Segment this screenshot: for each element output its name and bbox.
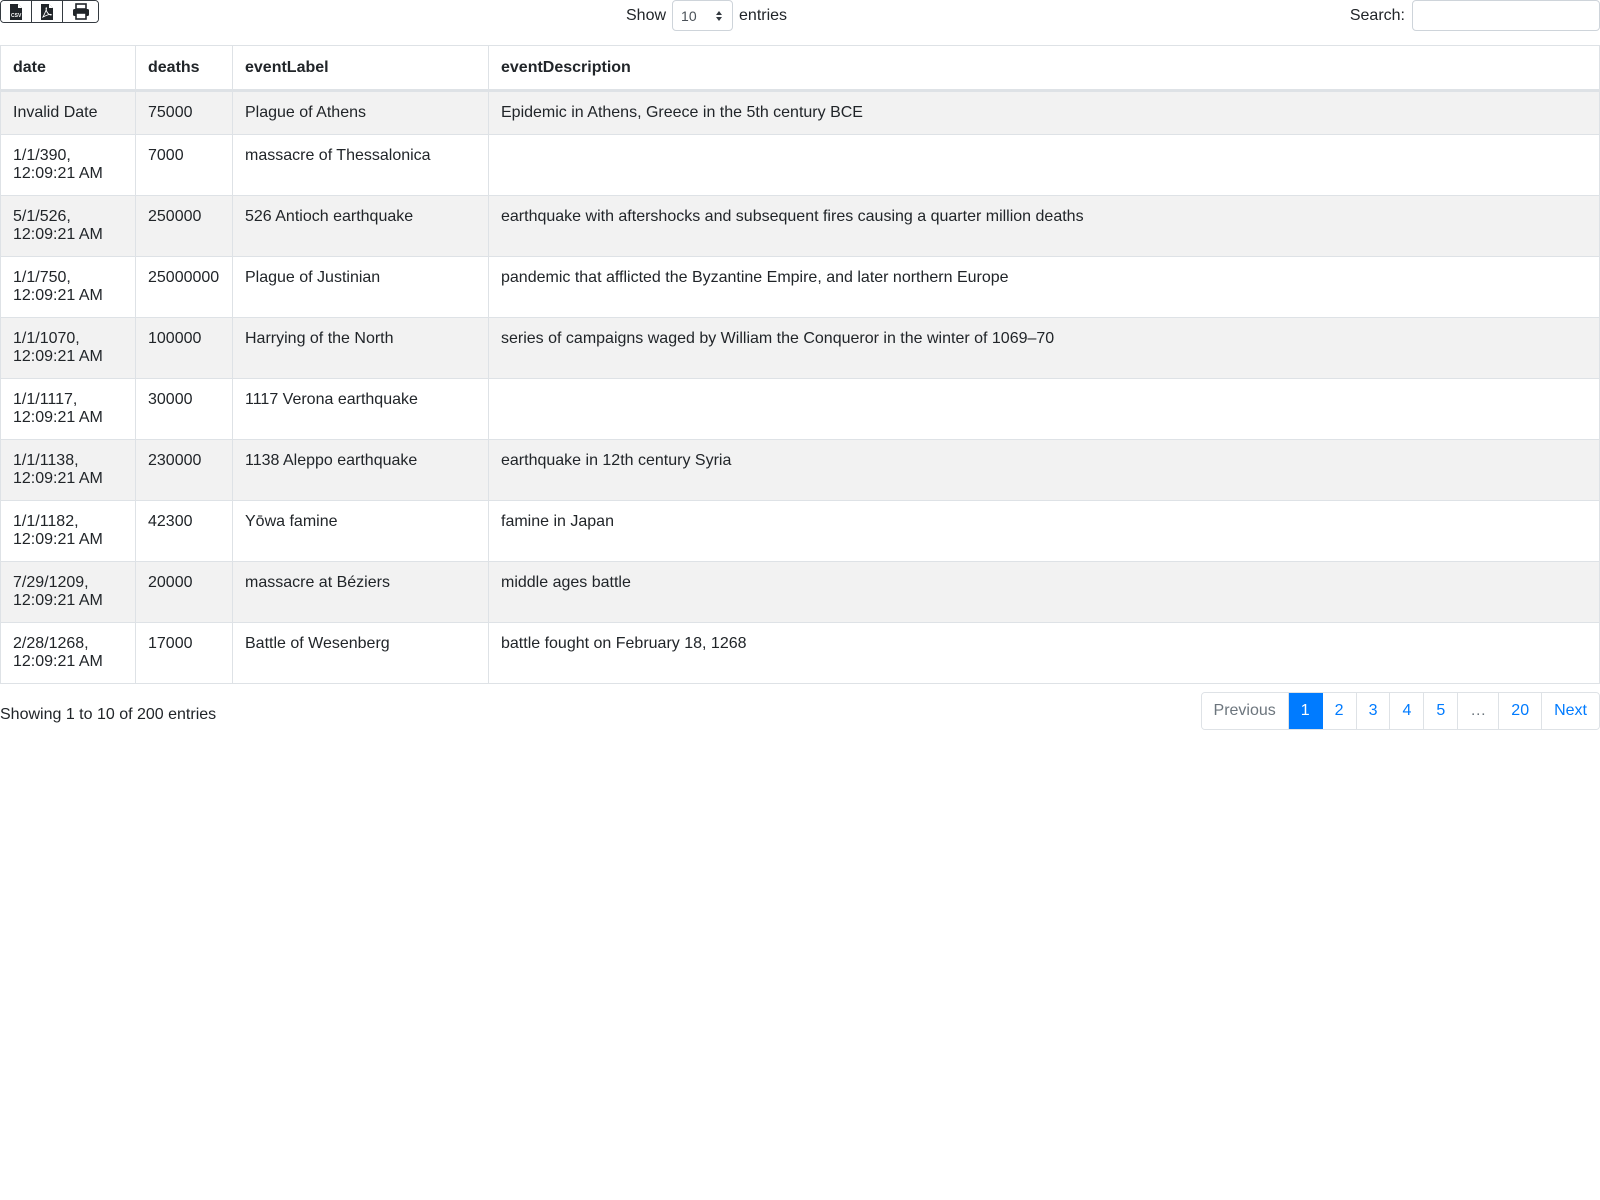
cell-deaths: 30000	[136, 379, 233, 440]
cell-event-description: middle ages battle	[489, 562, 1600, 623]
cell-event-label: 526 Antioch earthquake	[233, 196, 489, 257]
cell-deaths: 7000	[136, 135, 233, 196]
pagination-ellipsis: …	[1458, 693, 1499, 729]
cell-event-description	[489, 379, 1600, 440]
cell-event-label: Yōwa famine	[233, 501, 489, 562]
cell-event-description: pandemic that afflicted the Byzantine Empire, and later northern Europe	[489, 257, 1600, 318]
export-csv-button[interactable]	[1, 1, 32, 22]
cell-event-description: earthquake in 12th century Syria	[489, 440, 1600, 501]
export-button-group	[0, 0, 99, 23]
export-pdf-button[interactable]	[32, 1, 63, 22]
pagination-page-1[interactable]: 1	[1289, 693, 1323, 729]
search-input[interactable]	[1412, 0, 1600, 31]
cell-date: Invalid Date	[1, 91, 136, 135]
data-table	[0, 45, 1600, 684]
cell-event-description: series of campaigns waged by William the Conqueror in the winter of 1069–70	[489, 318, 1600, 379]
print-icon	[72, 3, 90, 20]
cell-date: 5/1/526, 12:09:21 AM	[1, 196, 136, 257]
cell-date: 1/1/1182, 12:09:21 AM	[1, 501, 136, 562]
table-row	[1, 257, 1600, 318]
pagination-page-3[interactable]: 3	[1357, 693, 1391, 729]
cell-deaths: 230000	[136, 440, 233, 501]
cell-date: 7/29/1209, 12:09:21 AM	[1, 562, 136, 623]
pagination-page-20[interactable]: 20	[1499, 693, 1542, 729]
cell-deaths: 20000	[136, 562, 233, 623]
cell-deaths: 25000000	[136, 257, 233, 318]
cell-date: 1/1/1070, 12:09:21 AM	[1, 318, 136, 379]
column-header-deaths[interactable]: deaths	[136, 46, 233, 91]
pagination-page-2[interactable]: 2	[1323, 693, 1357, 729]
cell-event-label: Harrying of the North	[233, 318, 489, 379]
pagination	[1201, 692, 1600, 730]
table-row	[1, 562, 1600, 623]
cell-date: 1/1/750, 12:09:21 AM	[1, 257, 136, 318]
cell-deaths: 250000	[136, 196, 233, 257]
table-row	[1, 196, 1600, 257]
cell-deaths: 17000	[136, 623, 233, 684]
cell-event-label: Plague of Justinian	[233, 257, 489, 318]
entries-label: entries	[739, 6, 788, 24]
cell-date: 2/28/1268, 12:09:21 AM	[1, 623, 136, 684]
cell-date: 1/1/1138, 12:09:21 AM	[1, 440, 136, 501]
cell-event-label: Battle of Wesenberg	[233, 623, 489, 684]
cell-event-label: 1117 Verona earthquake	[233, 379, 489, 440]
csv-file-icon	[8, 3, 24, 21]
show-label: Show	[626, 6, 667, 24]
table-info-text: Showing 1 to 10 of 200 entries	[0, 706, 217, 723]
cell-event-label: 1138 Aleppo earthquake	[233, 440, 489, 501]
page-length-control	[626, 0, 787, 31]
page-length-select[interactable]	[672, 0, 733, 31]
table-row	[1, 623, 1600, 684]
column-header-eventlabel[interactable]: eventLabel	[233, 46, 489, 91]
pagination-page-5[interactable]: 5	[1424, 693, 1458, 729]
search-control	[1350, 0, 1600, 31]
table-row	[1, 440, 1600, 501]
page-length-value: 10	[681, 7, 697, 24]
table-row	[1, 501, 1600, 562]
pagination-previous-button[interactable]: Previous	[1202, 693, 1289, 729]
pagination-page-4[interactable]: 4	[1390, 693, 1424, 729]
column-header-eventdescription[interactable]: eventDescription	[489, 46, 1600, 91]
cell-event-description: battle fought on February 18, 1268	[489, 623, 1600, 684]
cell-event-description: earthquake with aftershocks and subsequent fires causing a quarter million deaths	[489, 196, 1600, 257]
cell-event-label: massacre of Thessalonica	[233, 135, 489, 196]
cell-deaths: 100000	[136, 318, 233, 379]
cell-date: 1/1/1117, 12:09:21 AM	[1, 379, 136, 440]
cell-event-description: famine in Japan	[489, 501, 1600, 562]
search-label: Search:	[1349, 6, 1405, 24]
cell-event-label: Plague of Athens	[233, 91, 489, 135]
export-print-button[interactable]	[63, 1, 98, 22]
table-row	[1, 318, 1600, 379]
select-arrows-icon	[715, 10, 723, 22]
column-header-date[interactable]: date	[1, 46, 136, 91]
table-header-row	[1, 46, 1600, 91]
table-row	[1, 379, 1600, 440]
cell-event-description: Epidemic in Athens, Greece in the 5th century BCE	[489, 91, 1600, 135]
cell-deaths: 75000	[136, 91, 233, 135]
cell-event-description	[489, 135, 1600, 196]
table-toolbar	[0, 0, 1600, 46]
cell-date: 1/1/390, 12:09:21 AM	[1, 135, 136, 196]
table-row	[1, 91, 1600, 135]
cell-event-label: massacre at Béziers	[233, 562, 489, 623]
pdf-file-icon	[39, 3, 55, 21]
svg-text:CSV: CSV	[11, 12, 22, 19]
pagination-next-button[interactable]: Next	[1542, 693, 1599, 729]
cell-deaths: 42300	[136, 501, 233, 562]
table-row	[1, 135, 1600, 196]
